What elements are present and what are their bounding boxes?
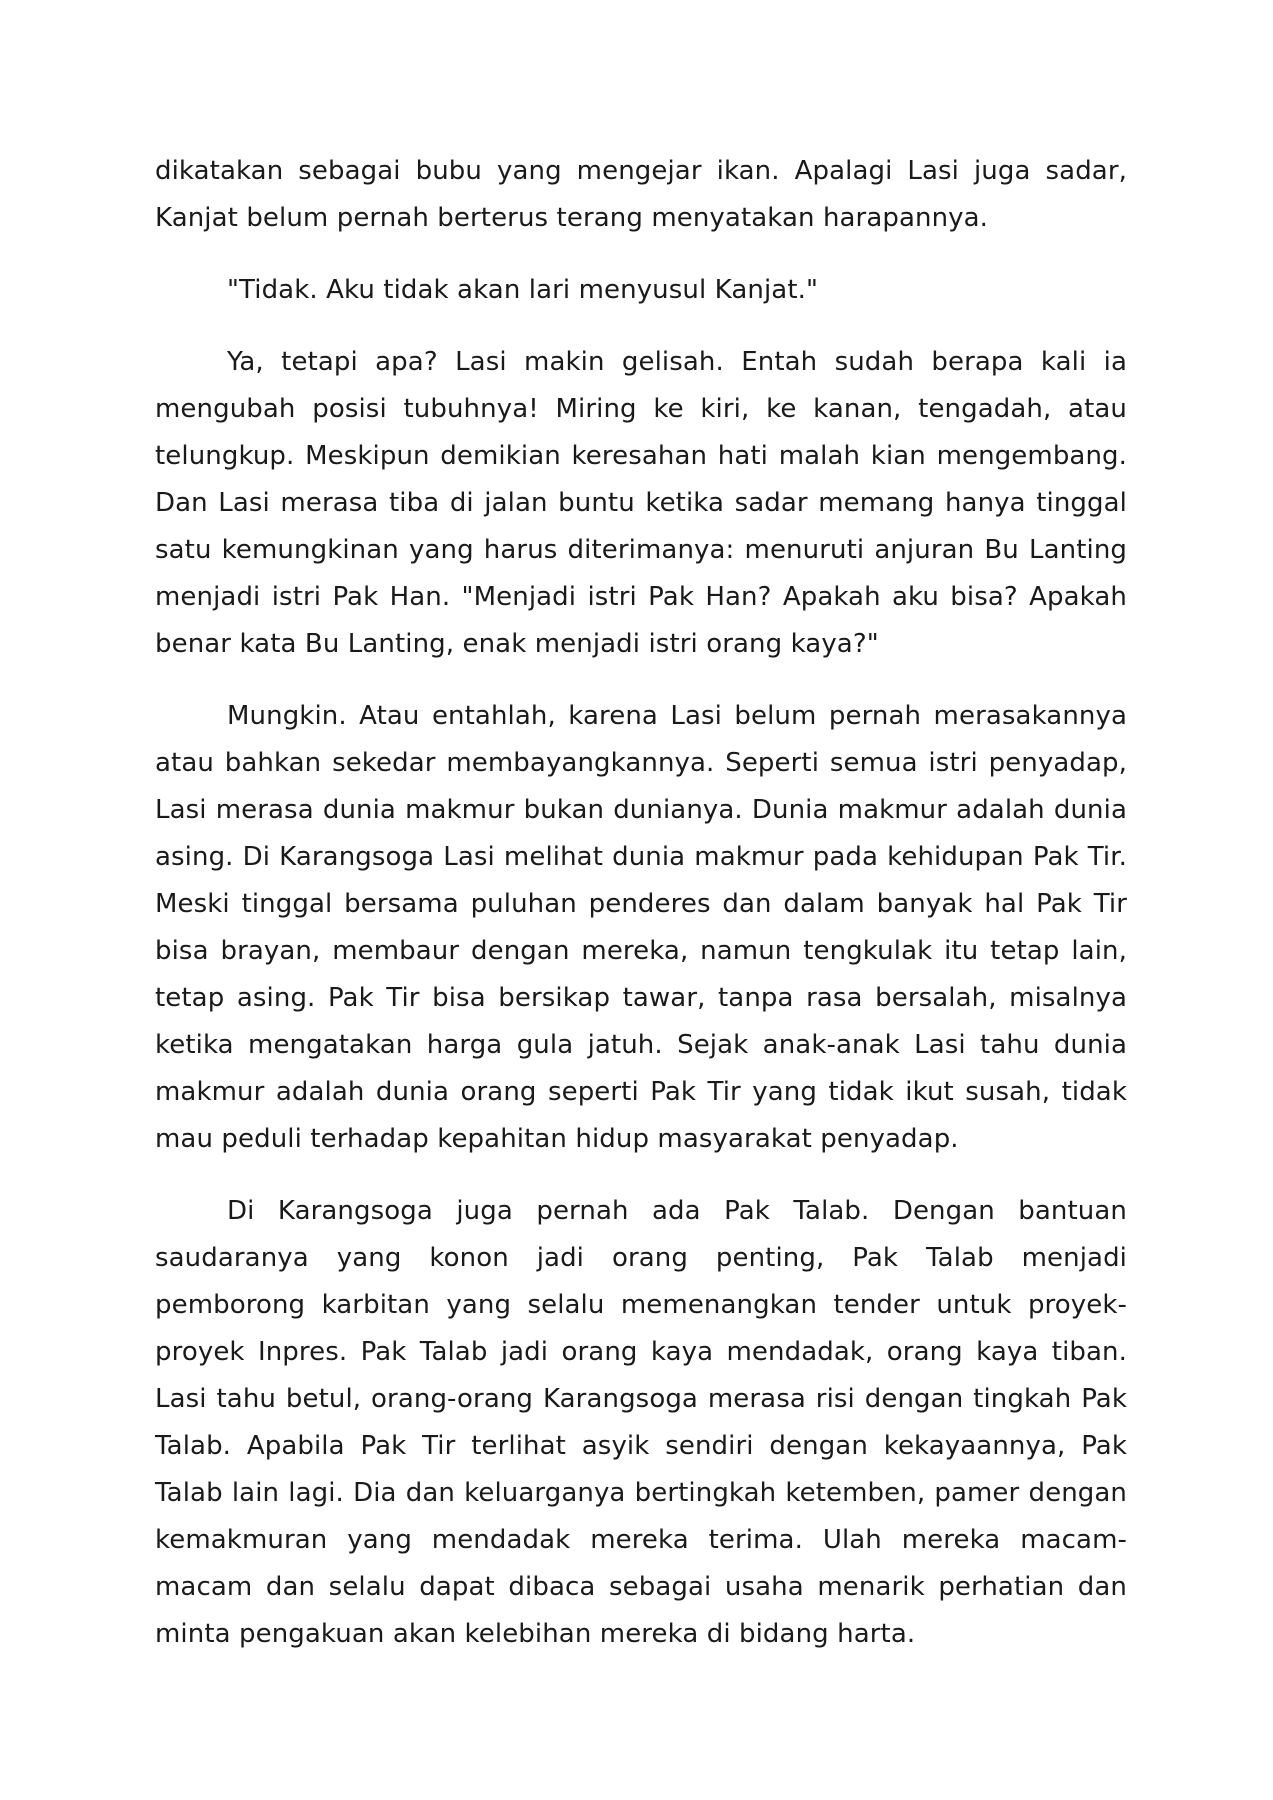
paragraph-5: Di Karangsoga juga pernah ada Pak Talab. Dengan bantuan saudaranya yang konon jadi orang penting, Pak Talab menjadi pemborong karbitan yang selalu memenangkan tender untuk proyek-proyek Inpres. Pak Talab jadi orang kaya mendadak, orang kaya tiban. Lasi tahu betul, orang-orang Karangsoga merasa risi dengan tingkah Pak Talab. Apabila Pak Tir terlihat asyik sendiri dengan kekayaannya, Pak Talab lain lagi. Dia dan keluarganya bertingkah ketemben, pamer dengan kemakmuran yang mendadak mereka terima. Ulah mereka macam-macam dan selalu dapat dibaca sebagai usaha menarik perhatian dan minta pengakuan akan kelebihan mereka di bidang harta. bbox=[155, 1196, 1127, 1649]
paragraph-2: "Tidak. Aku tidak akan lari menyusul Kanjat." bbox=[227, 275, 819, 305]
document-page bbox=[155, 148, 1127, 1683]
paragraph-1: dikatakan sebagai bubu yang mengejar ikan. Apalagi Lasi juga sadar, Kanjat belum pernah berterus terang menyatakan harapannya. bbox=[155, 156, 1127, 233]
paragraph-3: Ya, tetapi apa? Lasi makin gelisah. Entah sudah berapa kali ia mengubah posisi tubuhnya! Miring ke kiri, ke kanan, tengadah, atau telungkup. Meskipun demikian keresahan hati malah kian mengembang. Dan Lasi merasa tiba di jalan buntu ketika sadar memang hanya tinggal satu kemungkinan yang harus diterimanya: menuruti anjuran Bu Lanting menjadi istri Pak Han. "Menjadi istri Pak Han? Apakah aku bisa? Apakah benar kata Bu Lanting, enak menjadi istri orang kaya?" bbox=[155, 347, 1127, 659]
paragraph-4: Mungkin. Atau entahlah, karena Lasi belum pernah merasakannya atau bahkan sekedar membayangkannya. Seperti semua istri penyadap, Lasi merasa dunia makmur bukan dunianya. Dunia makmur adalah dunia asing. Di Karangsoga Lasi melihat dunia makmur pada kehidupan Pak Tir. Meski tinggal bersama puluhan penderes dan dalam banyak hal Pak Tir bisa brayan, membaur dengan mereka, namun tengkulak itu tetap lain, tetap asing. Pak Tir bisa bersikap tawar, tanpa rasa bersalah, misalnya ketika mengatakan harga gula jatuh. Sejak anak-anak Lasi tahu dunia makmur adalah dunia orang seperti Pak Tir yang tidak ikut susah, tidak mau peduli terhadap kepahitan hidup masyarakat penyadap. bbox=[155, 701, 1127, 1154]
